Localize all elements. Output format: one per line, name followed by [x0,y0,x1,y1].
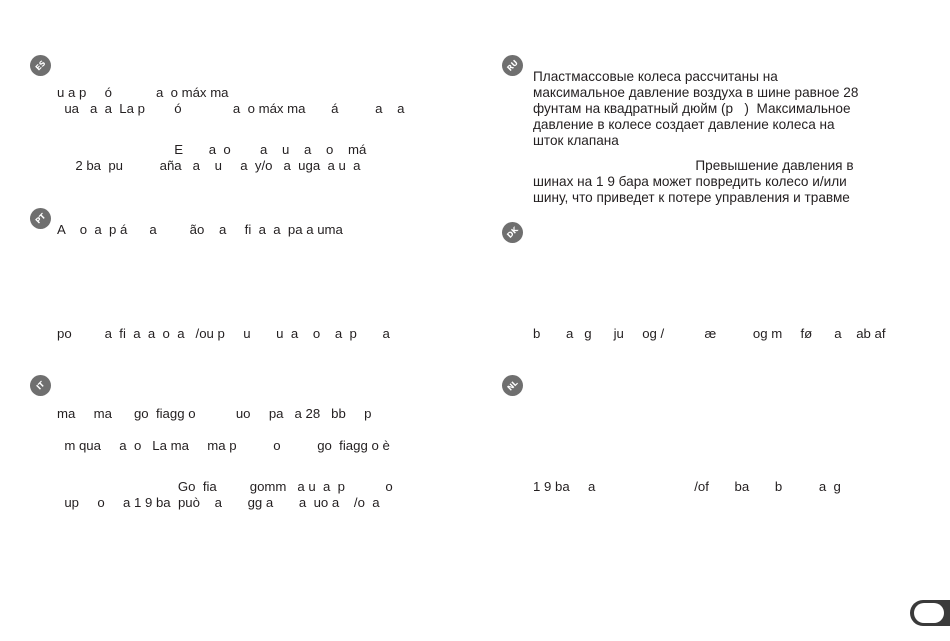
it-text-line: Go fia gomm a u a p o [57,479,393,494]
ru-text-line: Превышение давления в [533,158,854,173]
ru-text-line: максимальное давление воздуха в шине равное 28 [533,85,859,100]
badge-label: IT [34,379,47,392]
ru-text-line: шинах на 1 9 бара может повредить колесо и/или [533,174,847,189]
badge-label: DK [505,225,520,240]
language-badge-it [26,371,56,401]
it-text-line: m qua a o La ma ma p o go fiagg o è [57,438,390,453]
ru-text-line: Пластмассовые колеса рассчитаны на [533,69,778,84]
nl-text-line: 1 9 ba a /of ba b a g [533,479,841,494]
it-text-line: up o a 1 9 ba può a gg a a uo a /o a [57,495,380,510]
language-badge-dk [498,218,528,248]
es-text-line: u a p ó a o máx ma [57,85,229,100]
ru-text-line: шину, что приведет к потере управления и травме [533,190,850,205]
es-text-line: ua a a La p ó a o máx ma á a a [57,101,405,116]
badge-label: ES [33,58,48,73]
badge-label: RU [505,58,520,73]
es-text-line: 2 ba pu aña a u a y/o a uga a u a [57,158,361,173]
pt-text-line: po a fi a a o a /ou p u u a o a p a [57,326,390,341]
page-corner-tab-inner [914,603,944,623]
ru-text-line: шток клапана [533,133,619,148]
badge-label: NL [505,378,520,393]
language-badge-ru [498,51,528,81]
es-text-line: E a o a u a o má [57,142,367,157]
pt-text-line: A o a p á a ão a fi a a pa a uma [57,222,343,237]
language-badge-pt [26,204,56,234]
ru-text-line: давление в колесе создает давление колеса на [533,117,835,132]
language-badge-nl [498,371,528,401]
language-badge-es [26,51,56,81]
ru-text-line: фунтам на квадратный дюйм (p ) Максимальное [533,101,851,116]
badge-label: PT [33,211,48,226]
it-text-line: ma ma go fiagg o uo pa a 28 bb p [57,406,372,421]
dk-text-line: b a g ju og / æ og m fø a ab af [533,326,886,341]
